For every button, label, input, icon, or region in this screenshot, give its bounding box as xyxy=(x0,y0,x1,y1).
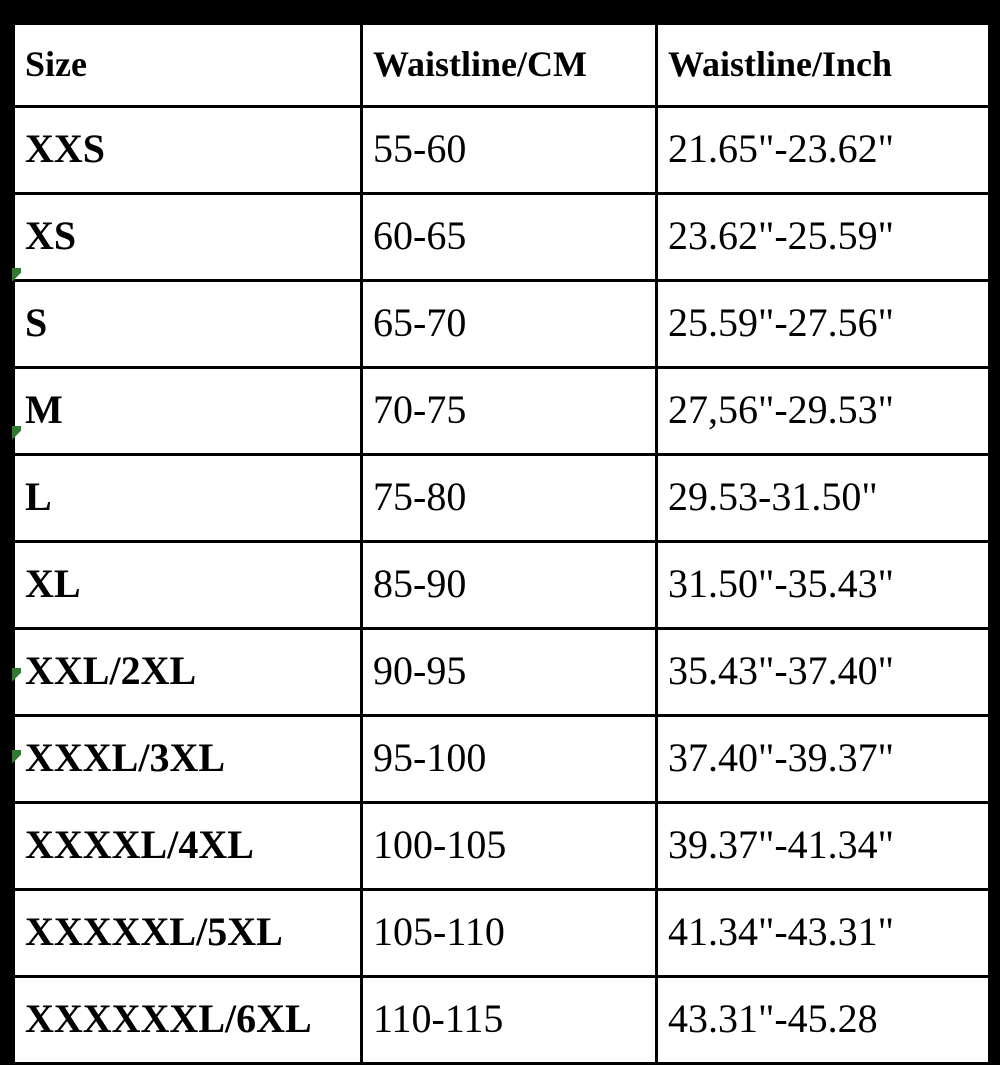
cell-size: L xyxy=(14,455,362,542)
cell-waistline-cm: 105-110 xyxy=(362,890,657,977)
table-row xyxy=(14,803,990,890)
table-row xyxy=(14,629,990,716)
cell-waistline-inch: 23.62"-25.59" xyxy=(657,194,990,281)
table-row xyxy=(14,716,990,803)
cell-waistline-cm: 60-65 xyxy=(362,194,657,281)
cell-size: XXS xyxy=(14,107,362,194)
cell-waistline-inch: 25.59"-27.56" xyxy=(657,281,990,368)
cell-waistline-cm: 70-75 xyxy=(362,368,657,455)
cell-size: XL xyxy=(14,542,362,629)
cell-waistline-inch: 35.43"-37.40" xyxy=(657,629,990,716)
cell-waistline-cm: 75-80 xyxy=(362,455,657,542)
cell-size: XS xyxy=(14,194,362,281)
cell-waistline-inch: 37.40"-39.37" xyxy=(657,716,990,803)
size-chart-table xyxy=(12,22,991,1065)
cell-size: S xyxy=(14,281,362,368)
cell-waistline-inch: 29.53-31.50" xyxy=(657,455,990,542)
green-corner-mark-icon xyxy=(12,750,21,768)
table-row xyxy=(14,194,990,281)
table-row xyxy=(14,281,990,368)
cell-waistline-cm: 90-95 xyxy=(362,629,657,716)
cell-waistline-inch: 27,56"-29.53" xyxy=(657,368,990,455)
cell-size: XXXXL/4XL xyxy=(14,803,362,890)
column-header-waistline-inch: Waistline/Inch xyxy=(657,24,990,107)
column-header-size: Size xyxy=(14,24,362,107)
cell-size: M xyxy=(14,368,362,455)
table-row xyxy=(14,455,990,542)
table-row xyxy=(14,542,990,629)
cell-waistline-cm: 85-90 xyxy=(362,542,657,629)
cell-waistline-inch: 41.34"-43.31" xyxy=(657,890,990,977)
cell-waistline-cm: 55-60 xyxy=(362,107,657,194)
cell-waistline-cm: 95-100 xyxy=(362,716,657,803)
cell-waistline-inch: 21.65"-23.62" xyxy=(657,107,990,194)
table-body xyxy=(14,107,990,1064)
cell-size: XXXXXXL/6XL xyxy=(14,977,362,1064)
green-corner-mark-icon xyxy=(12,268,21,286)
cell-size: XXL/2XL xyxy=(14,629,362,716)
table-row xyxy=(14,107,990,194)
table-header-row xyxy=(14,24,990,107)
table-row xyxy=(14,977,990,1064)
size-chart-table-container xyxy=(12,22,988,1041)
cell-waistline-inch: 31.50"-35.43" xyxy=(657,542,990,629)
cell-waistline-inch: 43.31"-45.28 xyxy=(657,977,990,1064)
table-row xyxy=(14,890,990,977)
cell-waistline-inch: 39.37"-41.34" xyxy=(657,803,990,890)
column-header-waistline-cm: Waistline/CM xyxy=(362,24,657,107)
table-row xyxy=(14,368,990,455)
table-header xyxy=(14,24,990,107)
cell-size: XXXXXL/5XL xyxy=(14,890,362,977)
green-corner-mark-icon xyxy=(12,668,21,686)
cell-waistline-cm: 65-70 xyxy=(362,281,657,368)
cell-waistline-cm: 110-115 xyxy=(362,977,657,1064)
cell-size: XXXL/3XL xyxy=(14,716,362,803)
cell-waistline-cm: 100-105 xyxy=(362,803,657,890)
green-corner-mark-icon xyxy=(12,426,21,444)
